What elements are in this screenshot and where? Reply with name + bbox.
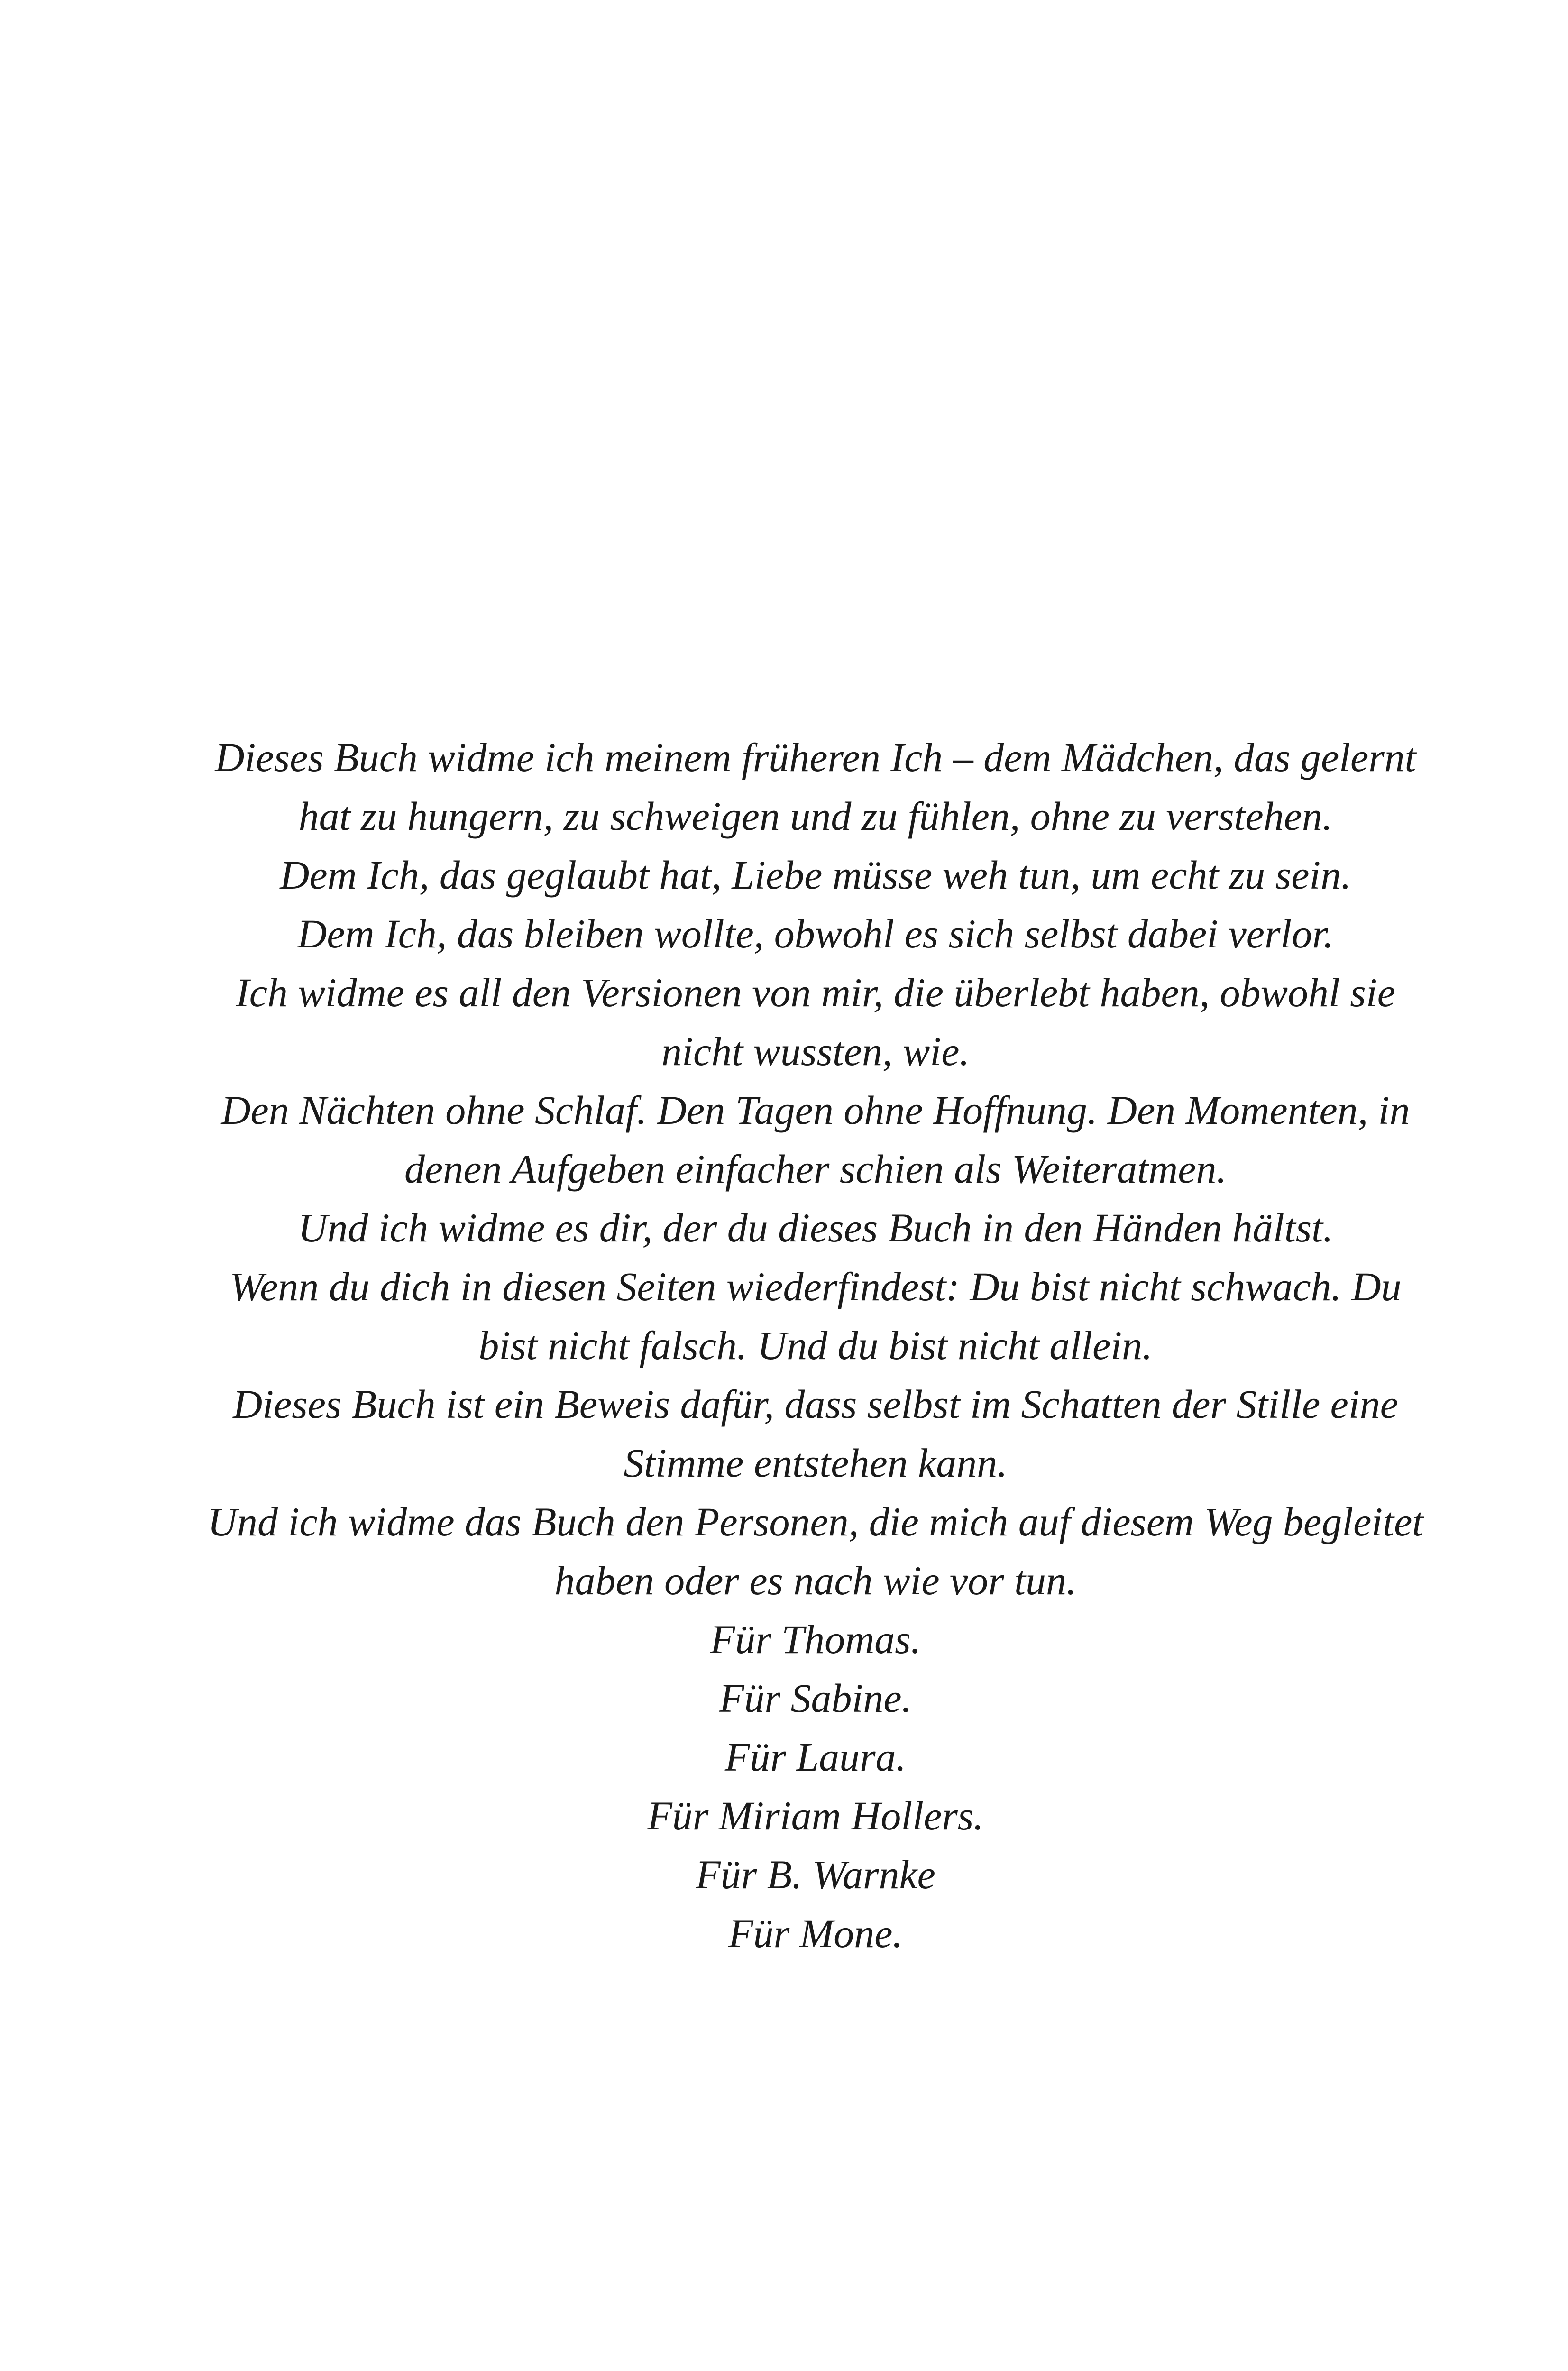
dedication-name: Für B. Warnke — [696, 1852, 935, 1897]
dedication-name: Für Laura. — [724, 1734, 907, 1780]
dedication-paragraph: Dem Ich, das geglaubt hat, Liebe müsse weh tun, um echt zu sein. — [280, 852, 1351, 898]
dedication-name: Für Thomas. — [710, 1617, 921, 1662]
dedication-name: Für Sabine. — [719, 1675, 912, 1721]
dedication-paragraph: Dem Ich, das bleiben wollte, obwohl es sich selbst dabei verlor. — [297, 911, 1334, 956]
dedication-name: Für Mone. — [728, 1911, 903, 1956]
dedication-paragraph: Und ich widme es dir, der du dieses Buch in den Händen hältst. — [298, 1205, 1333, 1250]
dedication-paragraph: Dieses Buch widme ich meinem früheren Ich – dem Mädchen, das gelernt hat zu hungern, zu schweigen und zu fühlen, ohne zu verstehen. — [215, 735, 1416, 839]
dedication-text — [199, 728, 1432, 1963]
dedication-name: Für Miriam Hollers. — [647, 1793, 984, 1838]
dedication-paragraph: Dieses Buch ist ein Beweis dafür, dass selbst im Schatten der Stille eine Stimme entstehen kann. — [233, 1381, 1398, 1486]
dedication-paragraph: Ich widme es all den Versionen von mir, die überlebt haben, obwohl sie nicht wussten, wie. — [236, 970, 1395, 1074]
dedication-paragraph: Den Nächten ohne Schlaf. Den Tagen ohne Hoffnung. Den Momenten, in denen Aufgeben einfacher schien als Weiteratmen. — [221, 1087, 1410, 1192]
dedication-paragraph: Und ich widme das Buch den Personen, die mich auf diesem Weg begleitet haben oder es nach wie vor tun. — [207, 1499, 1424, 1603]
dedication-paragraph: Wenn du dich in diesen Seiten wiederfindest: Du bist nicht schwach. Du bist nicht falsch. Und du bist nicht allein. — [229, 1264, 1402, 1368]
